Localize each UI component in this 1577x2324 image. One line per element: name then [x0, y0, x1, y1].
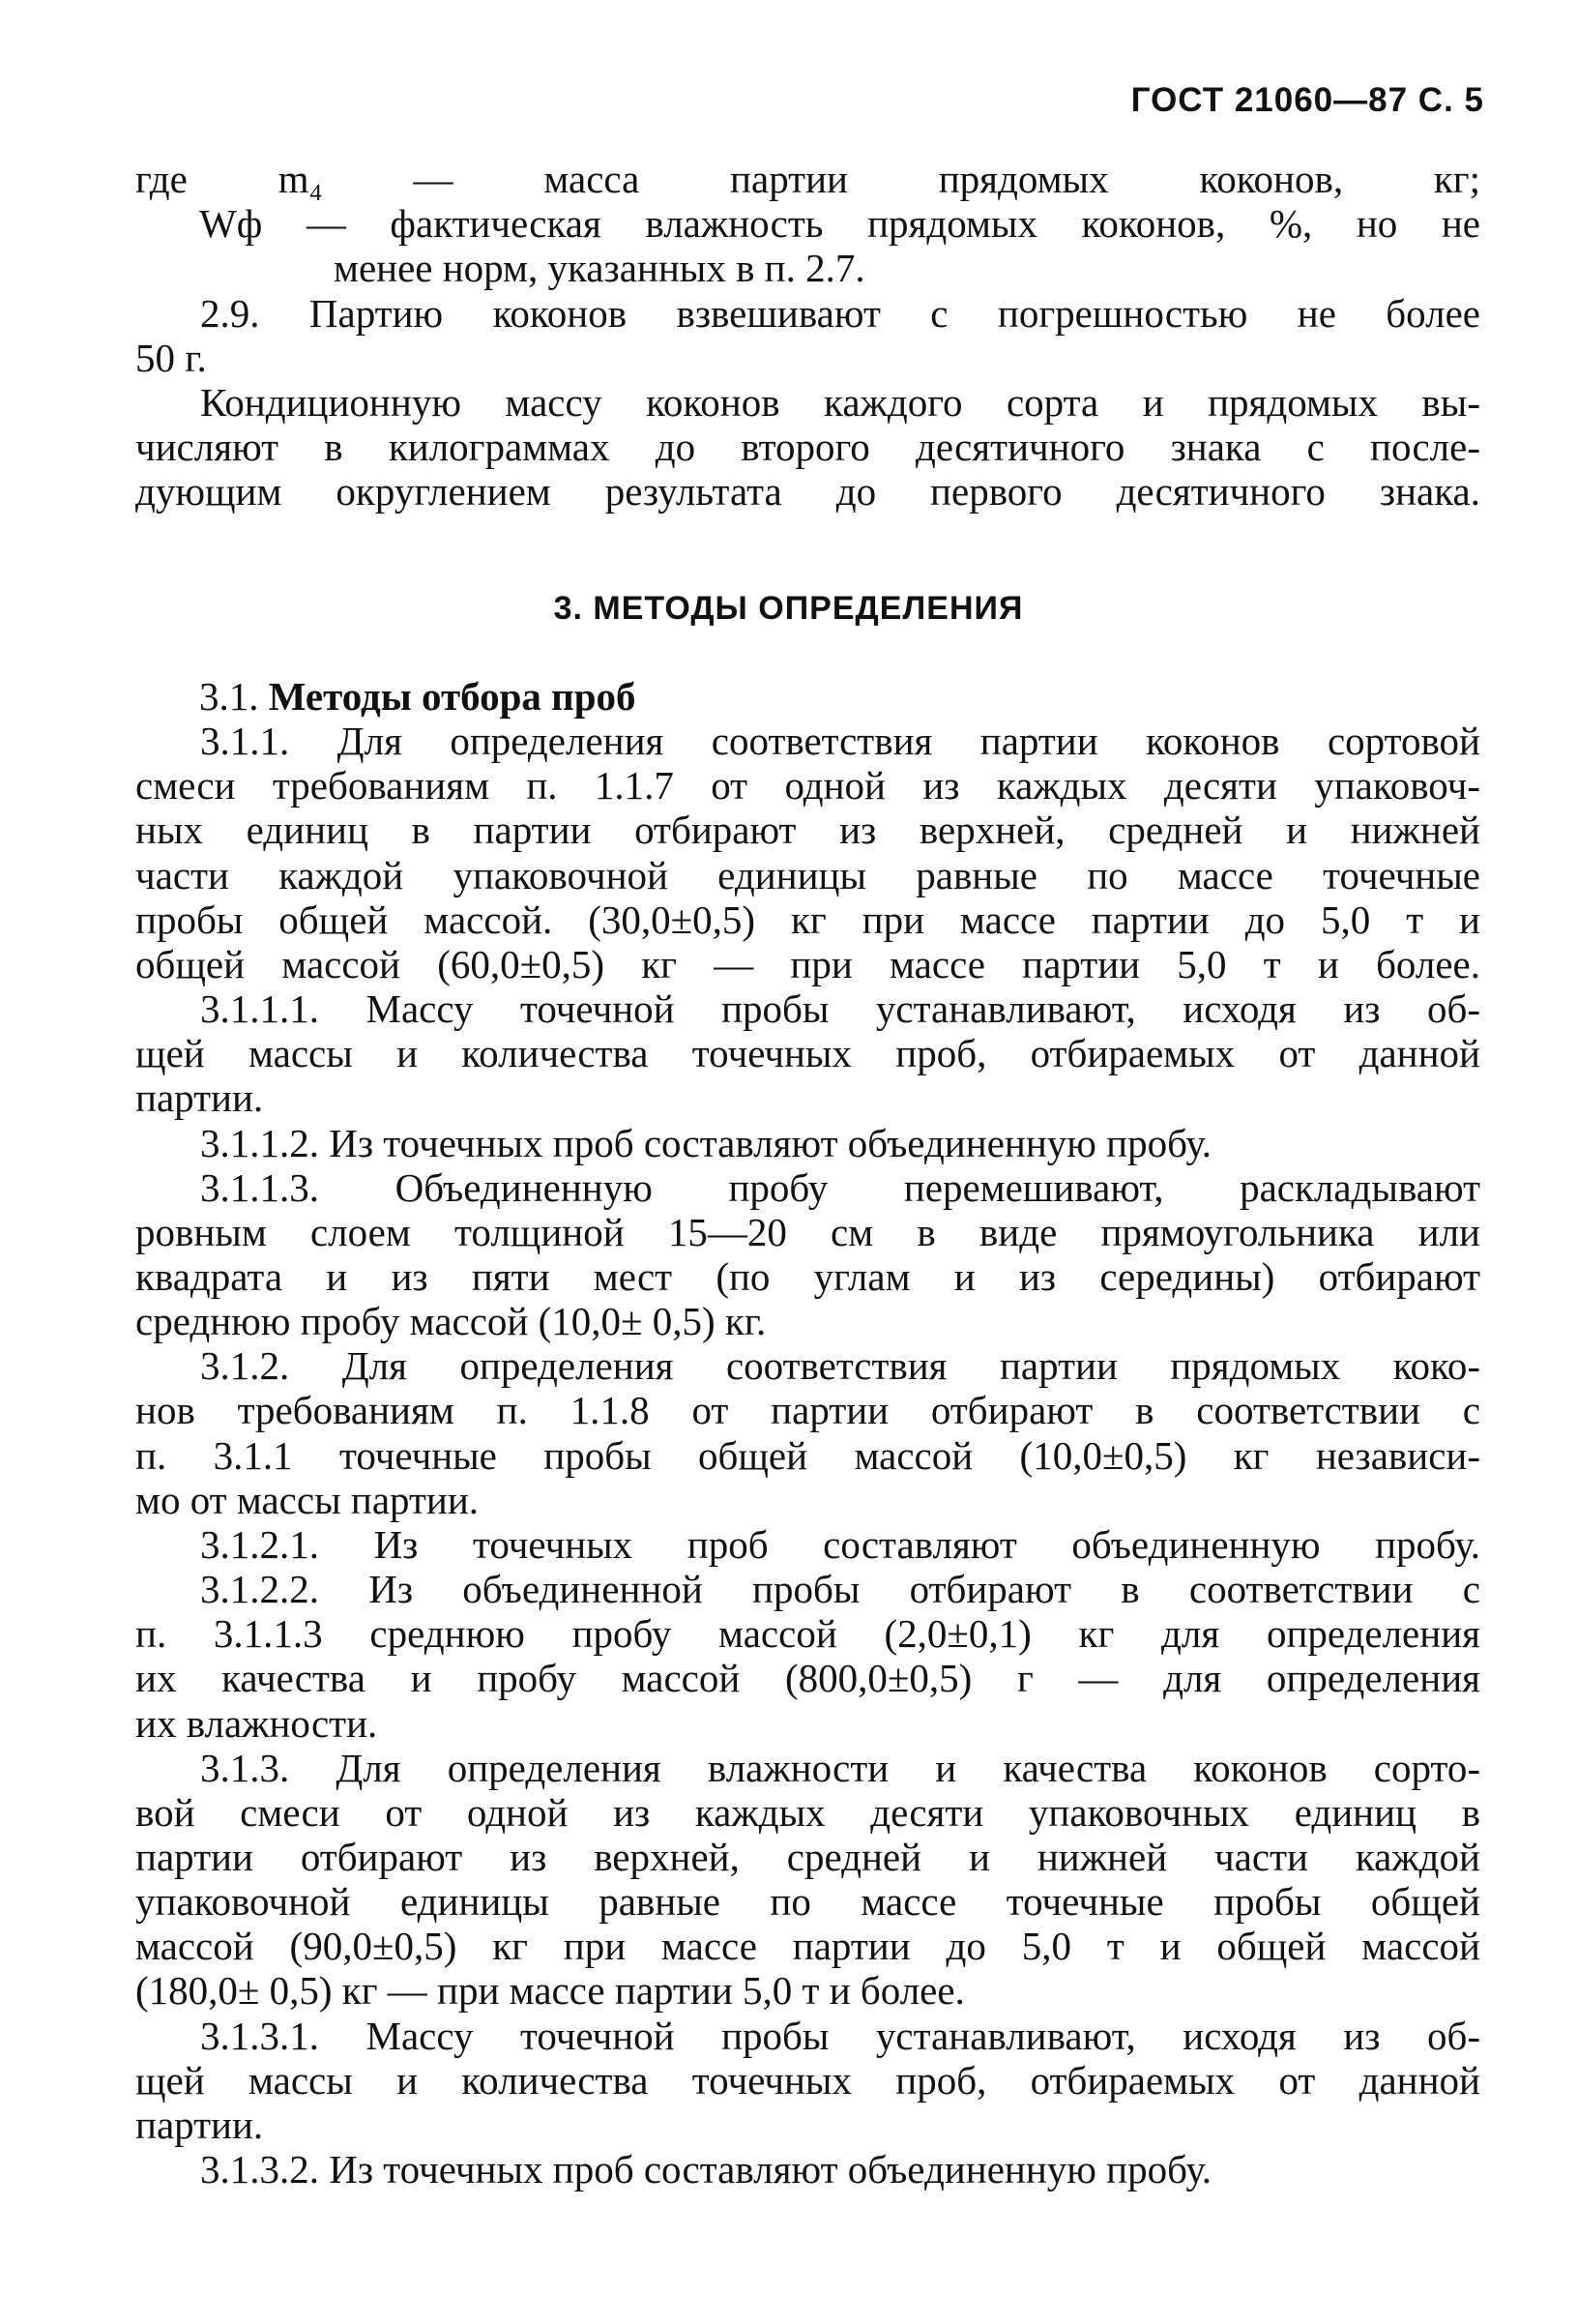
text-line: п. 3.1.1.3 среднюю пробу массой (2,0±0,1) кг для определения [135, 1611, 1480, 1656]
text-line: 3.1.1.2. Из точечных проб составляют объединенную пробу. [200, 1121, 1212, 1165]
text-line: смеси требованиям п. 1.1.7 от одной из каждых десяти упаковоч- [135, 763, 1480, 808]
text-line: щей массы и количества точечных проб, отбираемых от данной [135, 1031, 1480, 1075]
text-line: щей массы и количества точечных проб, отбираемых от данной [135, 2058, 1480, 2103]
text-line: мо от массы партии. [135, 1478, 480, 1522]
text-line: общей массой (60,0±0,5) кг — при массе партии 5,0 т и более. [135, 942, 1480, 986]
text-line: 3.1.2. Для определения соответствия партии прядомых коко- [200, 1343, 1480, 1388]
text-line: вой смеси от одной из каждых десяти упаковочных единиц в [135, 1790, 1480, 1835]
text-line: 3.1.1.1. Массу точечной пробы устанавливают, исходя из об- [200, 986, 1480, 1031]
subsection-heading [199, 674, 636, 719]
subsection-number: 3.1. [199, 674, 259, 719]
text-line: партии. [135, 1075, 264, 1120]
section-title: 3. МЕТОДЫ ОПРЕДЕЛЕНИЯ [553, 590, 1024, 627]
text-line: 3.1.1.3. Объединенную пробу перемешивают, раскладывают [200, 1165, 1480, 1210]
text-line: нов требованиям п. 1.1.8 от партии отбирают в соответствии с [135, 1388, 1480, 1432]
text-line: 3.1.3.2. Из точечных проб составляют объединенную пробу. [200, 2147, 1212, 2192]
text-line: 2.9. Партию коконов взвешивают с погрешностью не более [200, 291, 1480, 336]
text-line: 3.1.2.1. Из точечных проб составляют объединенную пробу. [200, 1522, 1480, 1567]
text-line: ровным слоем толщиной 15—20 см в виде прямоугольника или [135, 1210, 1480, 1254]
text-line: квадрата и из пяти мест (по углам и из середины) отбирают [135, 1254, 1480, 1299]
text-line: п. 3.1.1 точечные пробы общей массой (10,0±0,5) кг независи- [135, 1433, 1480, 1478]
text-line: Кондиционную массу коконов каждого сорта и прядомых вы- [200, 380, 1480, 425]
text-line: где m₄ — масса партии прядомых коконов, кг; [135, 157, 1480, 201]
running-header: ГОСТ 21060—87 С. 5 [1130, 81, 1484, 119]
text-line: партии отбирают из верхней, средней и нижней части каждой [135, 1835, 1480, 1879]
text-line: их качества и пробу массой (800,0±0,5) г — для определения [135, 1656, 1480, 1700]
text-line: ных единиц в партии отбирают из верхней, средней и нижней [135, 808, 1480, 852]
text-line: 3.1.3. Для определения влажности и качества коконов сорто- [200, 1746, 1480, 1790]
text-line: пробы общей массой. (30,0±0,5) кг при массе партии до 5,0 т и [135, 897, 1480, 942]
text-line: части каждой упаковочной единицы равные по массе точечные [135, 853, 1480, 897]
text-line: менее норм, указанных в п. 2.7. [334, 246, 865, 290]
text-line: их влажности. [135, 1701, 378, 1746]
text-line: числяют в килограммах до второго десятичного знака с после- [135, 425, 1480, 469]
text-line: дующим округлением результата до первого десятичного знака. [135, 469, 1480, 514]
text-line: партии. [135, 2103, 264, 2147]
subsection-title: Методы отбора проб [268, 674, 636, 719]
text-line: массой (90,0±0,5) кг при массе партии до 5,0 т и общей массой [135, 1924, 1480, 1968]
text-line: (180,0± 0,5) кг — при массе партии 5,0 т и более. [135, 1968, 965, 2013]
text-line: 50 г. [135, 336, 207, 380]
text-line: 3.1.2.2. Из объединенной пробы отбирают в соответствии с [200, 1567, 1480, 1611]
text-line: 3.1.3.1. Массу точечной пробы устанавливают, исходя из об- [200, 2014, 1480, 2058]
text-line: упаковочной единицы равные по массе точечные пробы общей [135, 1879, 1480, 1924]
text-line: Wф — фактическая влажность прядомых коконов, %, но не [199, 201, 1480, 246]
text-line: 3.1.1. Для определения соответствия партии коконов сортовой [200, 719, 1480, 763]
text-line: среднюю пробу массой (10,0± 0,5) кг. [135, 1299, 767, 1343]
